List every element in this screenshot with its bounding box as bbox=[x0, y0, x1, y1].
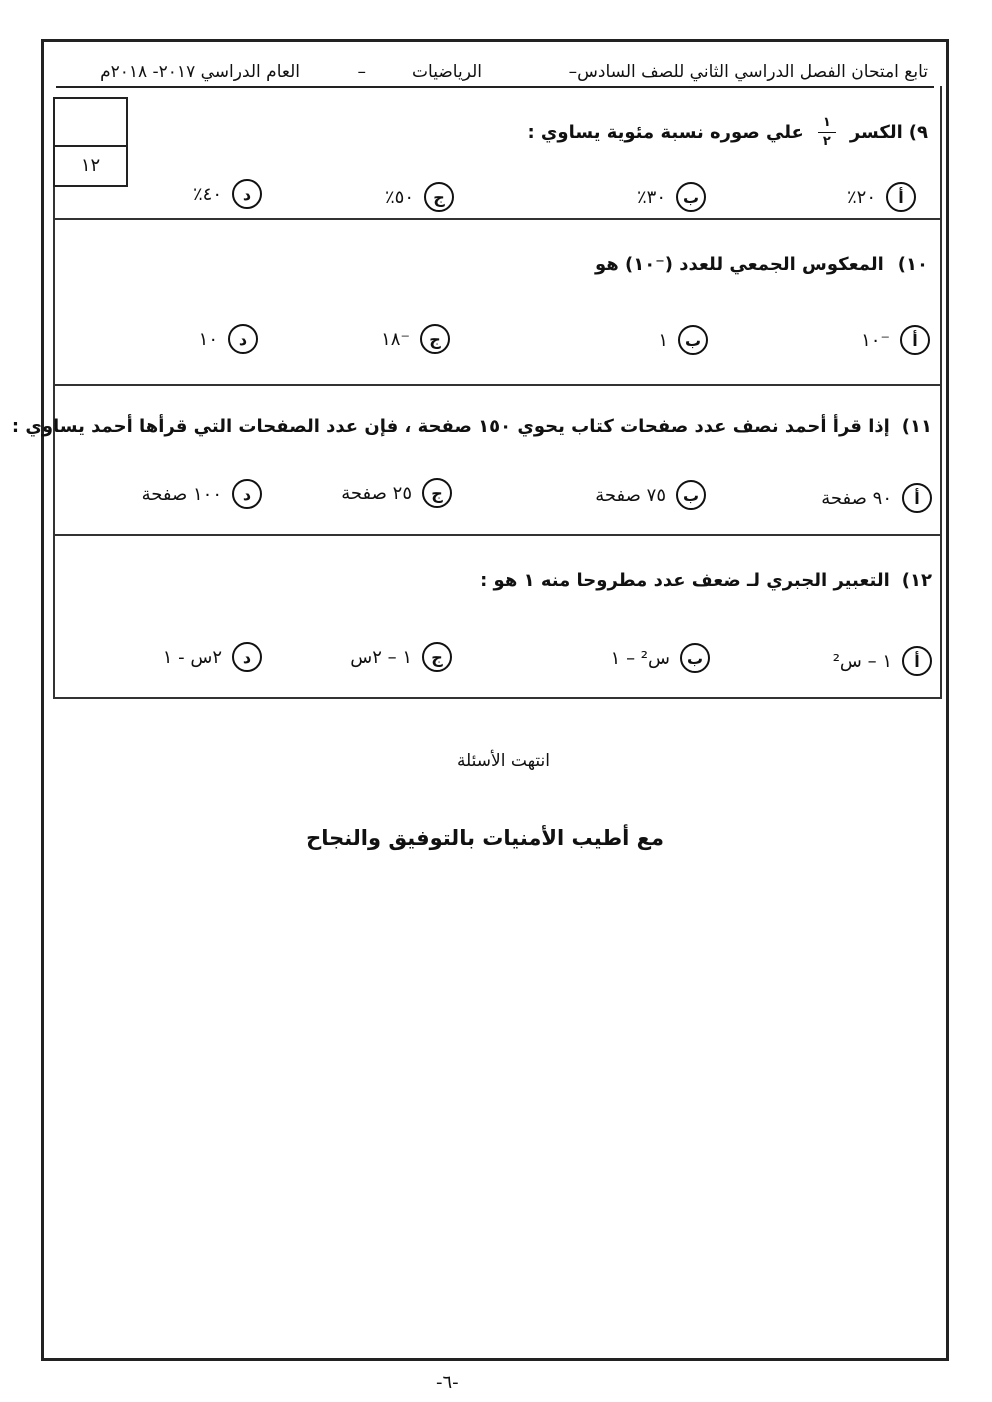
page-number: -٦- bbox=[436, 1372, 459, 1393]
option-letter-circle: أ bbox=[902, 646, 932, 676]
option-value: ١٠ bbox=[198, 328, 218, 350]
option-letter-circle: ب bbox=[676, 480, 706, 510]
option-letter-circle: ج bbox=[420, 324, 450, 354]
option-value: ١٠٠ صفحة bbox=[141, 483, 222, 505]
option-value: ٢٠٪ bbox=[846, 186, 876, 208]
q12-option-c[interactable] bbox=[350, 642, 452, 672]
q9-option-a[interactable] bbox=[847, 182, 916, 212]
good-luck-message: مع أطيب الأمنيات بالتوفيق والنجاح bbox=[306, 826, 664, 850]
q11-number: ١١) bbox=[901, 416, 932, 437]
option-letter-circle: د bbox=[228, 324, 258, 354]
header-title: تابع امتحان الفصل الدراسي الثاني للصف السادس– bbox=[568, 62, 928, 82]
option-letter-circle: د bbox=[232, 479, 262, 509]
option-value: ٥٠٪ bbox=[384, 186, 414, 208]
question-10 bbox=[595, 254, 928, 275]
q9-option-b[interactable] bbox=[637, 182, 706, 212]
q11-option-c[interactable] bbox=[341, 478, 452, 508]
q11-option-b[interactable] bbox=[595, 480, 706, 510]
divider-q10 bbox=[53, 384, 942, 386]
option-value: ١ bbox=[658, 329, 668, 351]
option-letter-circle: د bbox=[232, 642, 262, 672]
question-9 bbox=[527, 116, 928, 149]
question-11 bbox=[12, 416, 932, 437]
header-year: العام الدراسي ٢٠١٧- ٢٠١٨م bbox=[100, 62, 300, 82]
q9-fraction bbox=[818, 116, 836, 149]
q10-number: ١٠) bbox=[897, 254, 928, 275]
option-value: ٢٥ صفحة bbox=[341, 482, 412, 504]
q12-text: التعبير الجبري لـ ضعف عدد مطروحا منه ١ هو : bbox=[480, 570, 890, 591]
option-value: ١ – ٢س bbox=[350, 646, 412, 668]
fraction-bar bbox=[818, 132, 836, 133]
divider-q11 bbox=[53, 534, 942, 536]
option-value: ٧٥ صفحة bbox=[595, 484, 666, 506]
option-letter-circle: أ bbox=[900, 325, 930, 355]
option-letter-circle: ج bbox=[422, 478, 452, 508]
left-border bbox=[53, 187, 55, 698]
q9-text-after: علي صوره نسبة مئوية يساوي : bbox=[527, 122, 804, 143]
q9-number: ٩) bbox=[908, 122, 928, 143]
option-letter-circle: أ bbox=[902, 483, 932, 513]
option-letter-circle: أ bbox=[886, 182, 916, 212]
divider-q9 bbox=[53, 218, 942, 220]
q10-option-a[interactable] bbox=[861, 325, 930, 355]
q10-option-c[interactable] bbox=[381, 324, 450, 354]
q9-frac-num: ١ bbox=[822, 115, 831, 130]
option-letter-circle: ب bbox=[676, 182, 706, 212]
option-value: ٢س - ١ bbox=[162, 646, 222, 668]
q12-number: ١٢) bbox=[901, 570, 932, 591]
q12-option-b[interactable] bbox=[611, 643, 710, 673]
divider-q12 bbox=[53, 697, 942, 699]
option-value: س² – ١ bbox=[610, 647, 670, 669]
option-value: ١ – س² bbox=[832, 650, 892, 672]
page-border bbox=[41, 39, 949, 1361]
q9-text-before: الكسر bbox=[849, 122, 903, 143]
q10-option-d[interactable] bbox=[199, 324, 258, 354]
q12-option-d[interactable] bbox=[163, 642, 262, 672]
exam-header bbox=[56, 60, 934, 88]
option-value: ⁻١٠ bbox=[861, 329, 890, 351]
score-blank bbox=[55, 99, 126, 147]
q9-option-d[interactable] bbox=[193, 179, 262, 209]
option-value: ٤٠٪ bbox=[192, 183, 222, 205]
q11-option-a[interactable] bbox=[821, 483, 932, 513]
option-value: ⁻١٨ bbox=[381, 328, 410, 350]
option-value: ٣٠٪ bbox=[636, 186, 666, 208]
option-letter-circle: ب bbox=[680, 643, 710, 673]
header-dash: – bbox=[357, 62, 366, 82]
option-letter-circle: د bbox=[232, 179, 262, 209]
q11-option-d[interactable] bbox=[142, 479, 262, 509]
q10-text: المعكوس الجمعي للعدد (⁻١٠) هو bbox=[595, 254, 884, 275]
q9-option-c[interactable] bbox=[385, 182, 454, 212]
right-border bbox=[940, 86, 942, 698]
q9-frac-den: ٢ bbox=[822, 134, 831, 149]
q11-text: إذا قرأ أحمد نصف عدد صفحات كتاب يحوي ١٥٠ صفحة ، فإن عدد الصفحات التي قرأها أحمد يساوي : bbox=[11, 416, 890, 437]
q10-option-b[interactable] bbox=[658, 325, 708, 355]
score-box bbox=[53, 97, 128, 187]
option-letter-circle: ج bbox=[422, 642, 452, 672]
option-value: ٩٠ صفحة bbox=[821, 487, 892, 509]
option-letter-circle: ب bbox=[678, 325, 708, 355]
score-value: ١٢ bbox=[80, 155, 101, 176]
end-of-questions: انتهت الأسئلة bbox=[456, 751, 550, 771]
question-12 bbox=[480, 570, 932, 591]
option-letter-circle: ج bbox=[424, 182, 454, 212]
q12-option-a[interactable] bbox=[833, 646, 932, 676]
header-subject: الرياضيات bbox=[412, 62, 482, 82]
